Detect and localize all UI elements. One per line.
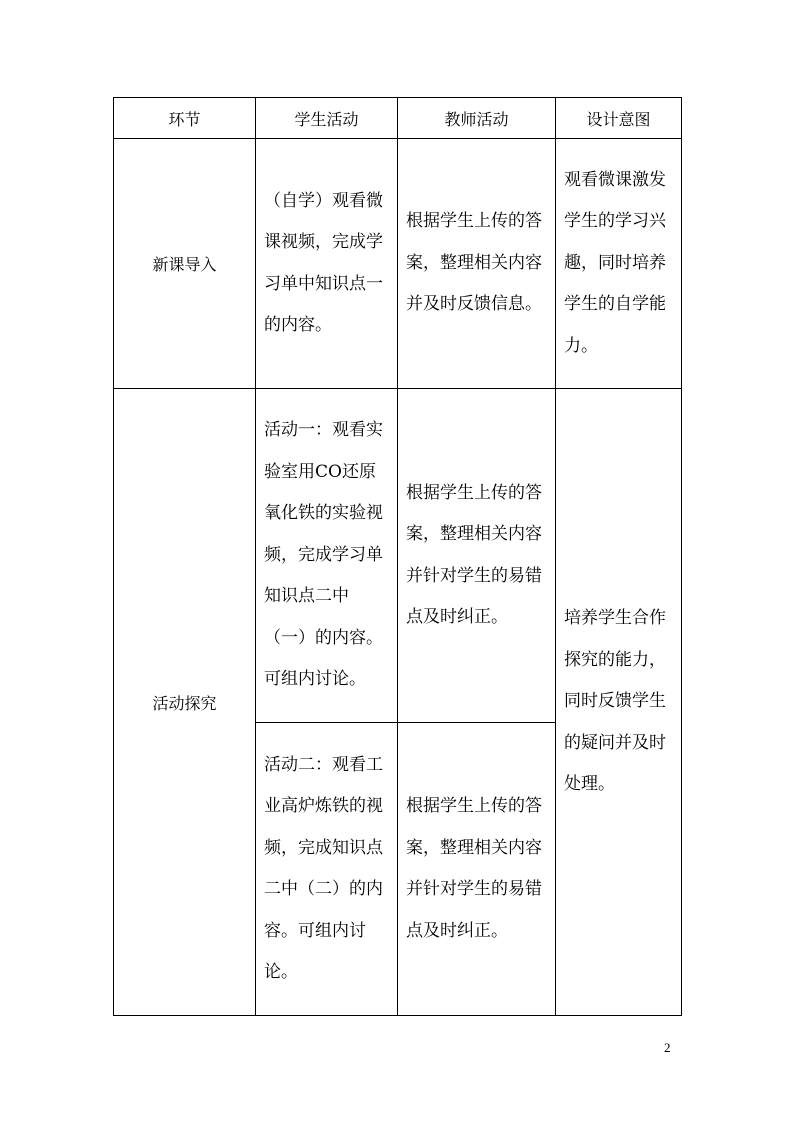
header-stage: 环节 [114,98,256,139]
teacher-activity-cell: 根据学生上传的答案，整理相关内容并针对学生的易错点及时纠正。 [398,389,556,723]
student-activity-cell: （自学）观看微课视频，完成学习单中知识点一的内容。 [256,139,398,389]
design-intent-cell: 培养学生合作探究的能力，同时反馈学生的疑问并及时处理。 [556,389,682,1016]
table-row [114,139,682,389]
design-intent-cell: 观看微课激发学生的学习兴趣，同时培养学生的自学能力。 [556,139,682,389]
header-design-intent: 设计意图 [556,98,682,139]
student-activity-cell: 活动二：观看工业高炉炼铁的视频，完成知识点二中（二）的内容。可组内讨论。 [256,723,398,1016]
stage-cell: 活动探究 [114,389,256,1016]
table-row [114,389,682,723]
header-student-activity: 学生活动 [256,98,398,139]
table-header-row [114,98,682,139]
lesson-plan-table [113,97,682,1016]
teacher-activity-cell: 根据学生上传的答案，整理相关内容并针对学生的易错点及时纠正。 [398,723,556,1016]
header-teacher-activity: 教师活动 [398,98,556,139]
student-activity-cell: 活动一：观看实验室用CO还原氧化铁的实验视频，完成学习单知识点二中（一）的内容。可组内讨论。 [256,389,398,723]
teacher-activity-cell: 根据学生上传的答案，整理相关内容并及时反馈信息。 [398,139,556,389]
page-number: 2 [664,1040,671,1055]
stage-cell: 新课导入 [114,139,256,389]
